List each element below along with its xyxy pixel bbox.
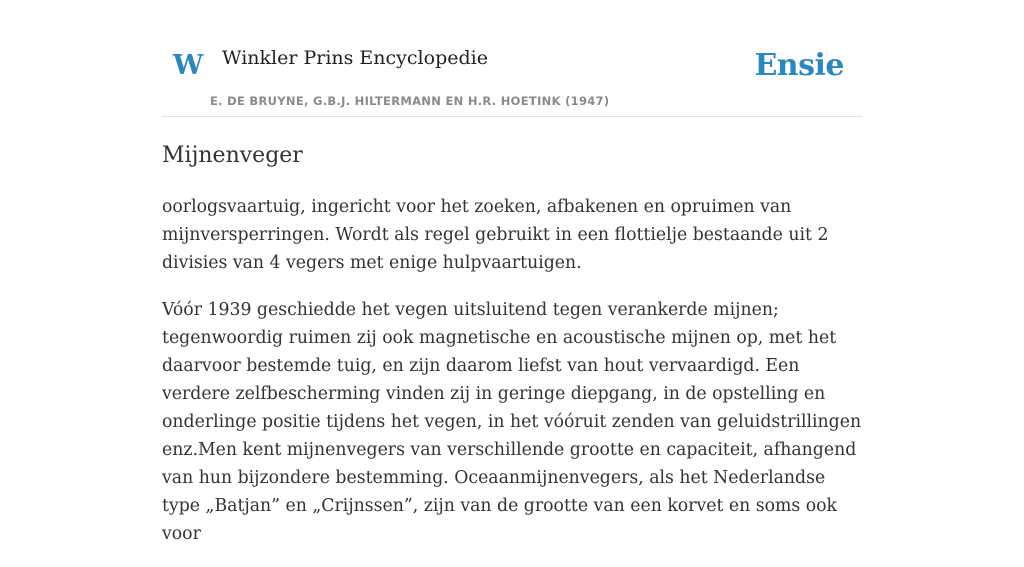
entry-paragraph: Vóór 1939 geschiedde het vegen uitsluitend tegen verankerde mijnen; tegenwoordig ruimen zij ook magnetische en acoustische mijnen op, met het daarvoor bestemde tuig, en zijn daarom liefst van hout vervaardigd. Een verdere zelfbescherming vinden zij in geringe diepgang, in de opstelling en onderlinge positie tijdens het vegen, in het vóóruit zenden van geluidstrillingen enz.Men kent mijnenvegers van verschillende grootte en capaciteit, afhangend van hun bijzondere bestemming. Oceaanmijnenvegers, als het Nederlandse type „Batjan” en „Crijnssen”, zijn van de grootte van een korvet en soms ook voor	[162, 300, 862, 544]
entry-title: Mijnenveger	[162, 143, 303, 168]
ensie-brand-logo[interactable]: Ensie	[754, 48, 844, 83]
site-subtitle: E. DE BRUYNE, G.B.J. HILTERMANN EN H.R. HOETINK (1947)	[210, 94, 610, 108]
winkler-prins-logo[interactable]: W	[173, 50, 204, 81]
content-container	[162, 0, 862, 567]
entry-paragraph: oorlogsvaartuig, ingericht voor het zoeken, afbakenen en opruimen van mijnversperringen. Wordt als regel gebruikt in een flottielje bestaande uit 2 divisies van 4 vegers met enige hulpvaartuigen.	[162, 197, 829, 273]
site-header	[162, 0, 862, 117]
entry-body	[162, 193, 862, 548]
site-title[interactable]: Winkler Prins Encyclopedie	[222, 47, 488, 69]
